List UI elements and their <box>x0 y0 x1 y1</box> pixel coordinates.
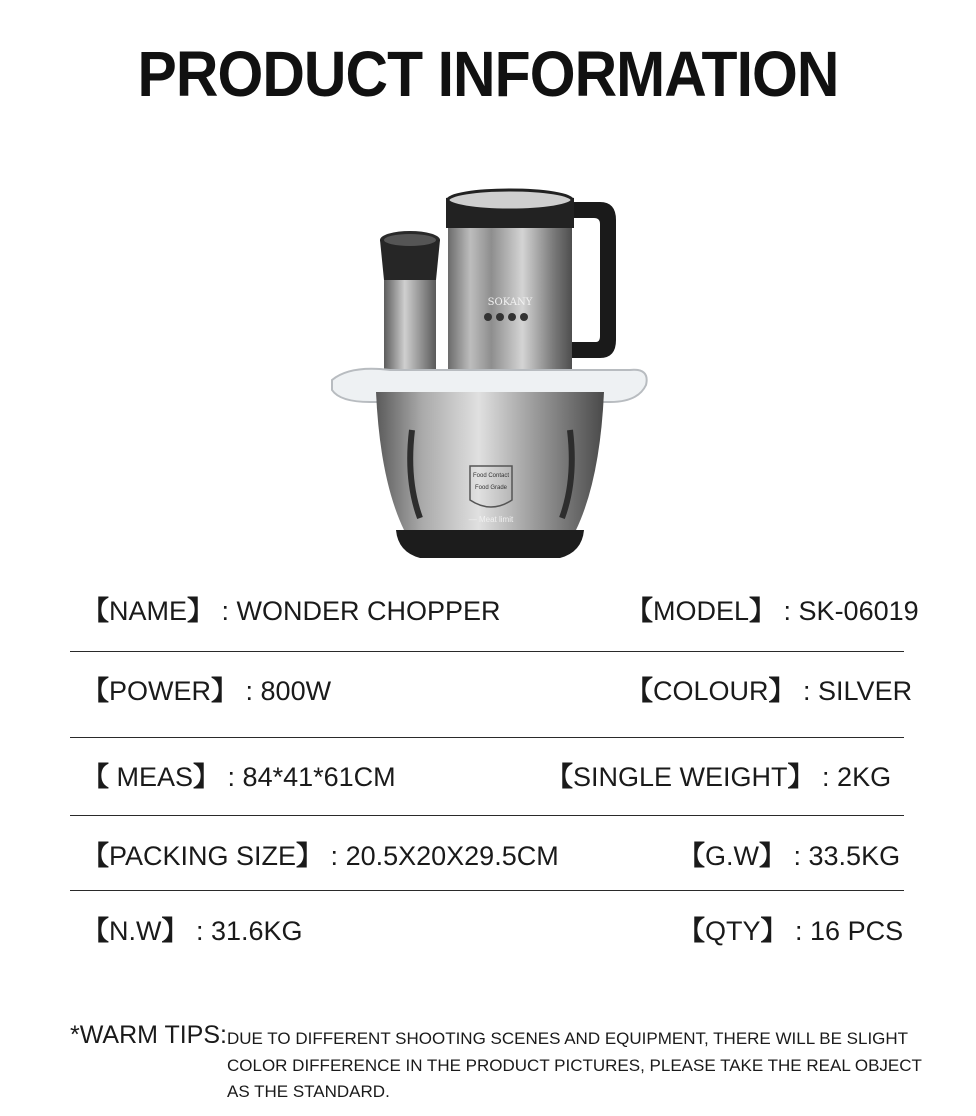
spec-row-4 <box>70 836 904 906</box>
divider <box>70 651 904 652</box>
spec-model: 【MODEL】 : SK-06019 <box>626 596 919 627</box>
spec-meas: 【 MEAS】 : 84*41*61CM <box>82 762 396 793</box>
divider <box>70 890 904 891</box>
divider <box>70 815 904 816</box>
spec-nw: 【N.W】 : 31.6KG <box>82 916 303 947</box>
divider <box>70 737 904 738</box>
warm-tips-text: DUE TO DIFFERENT SHOOTING SCENES AND EQUIPMENT, THERE WILL BE SLIGHT COLOR DIFFERENCE IN THE PRODUCT PICTURES, PLEASE TAKE THE REAL OBJECT AS THE STANDARD. <box>227 1029 922 1101</box>
page-title: PRODUCT INFORMATION <box>137 38 839 110</box>
spec-qty: 【QTY】 : 16 PCS <box>678 916 904 947</box>
food-chopper-image <box>320 180 660 580</box>
spec-name: 【NAME】 : WONDER CHOPPER <box>82 596 501 627</box>
spec-single-weight: 【SINGLE WEIGHT】 : 2KG <box>546 762 892 793</box>
spec-row-2 <box>70 671 913 741</box>
meat-limit-text: — Meat limit <box>468 515 514 524</box>
spec-row-3 <box>70 757 904 827</box>
spec-packing-size: 【PACKING SIZE】 : 20.5X20X29.5CM <box>82 841 559 872</box>
badge-line2: Food Grade <box>474 485 508 491</box>
spec-colour: 【COLOUR】 : SILVER <box>626 676 913 707</box>
spec-gw: 【G.W】 : 33.5KG <box>678 841 901 872</box>
brand-text: SOKANY <box>487 297 533 308</box>
warm-tips-label: *WARM TIPS: <box>70 1021 227 1049</box>
spec-row-5 <box>70 911 904 981</box>
spec-power: 【POWER】 : 800W <box>82 676 332 707</box>
badge-line1: Food Contact <box>472 473 510 479</box>
